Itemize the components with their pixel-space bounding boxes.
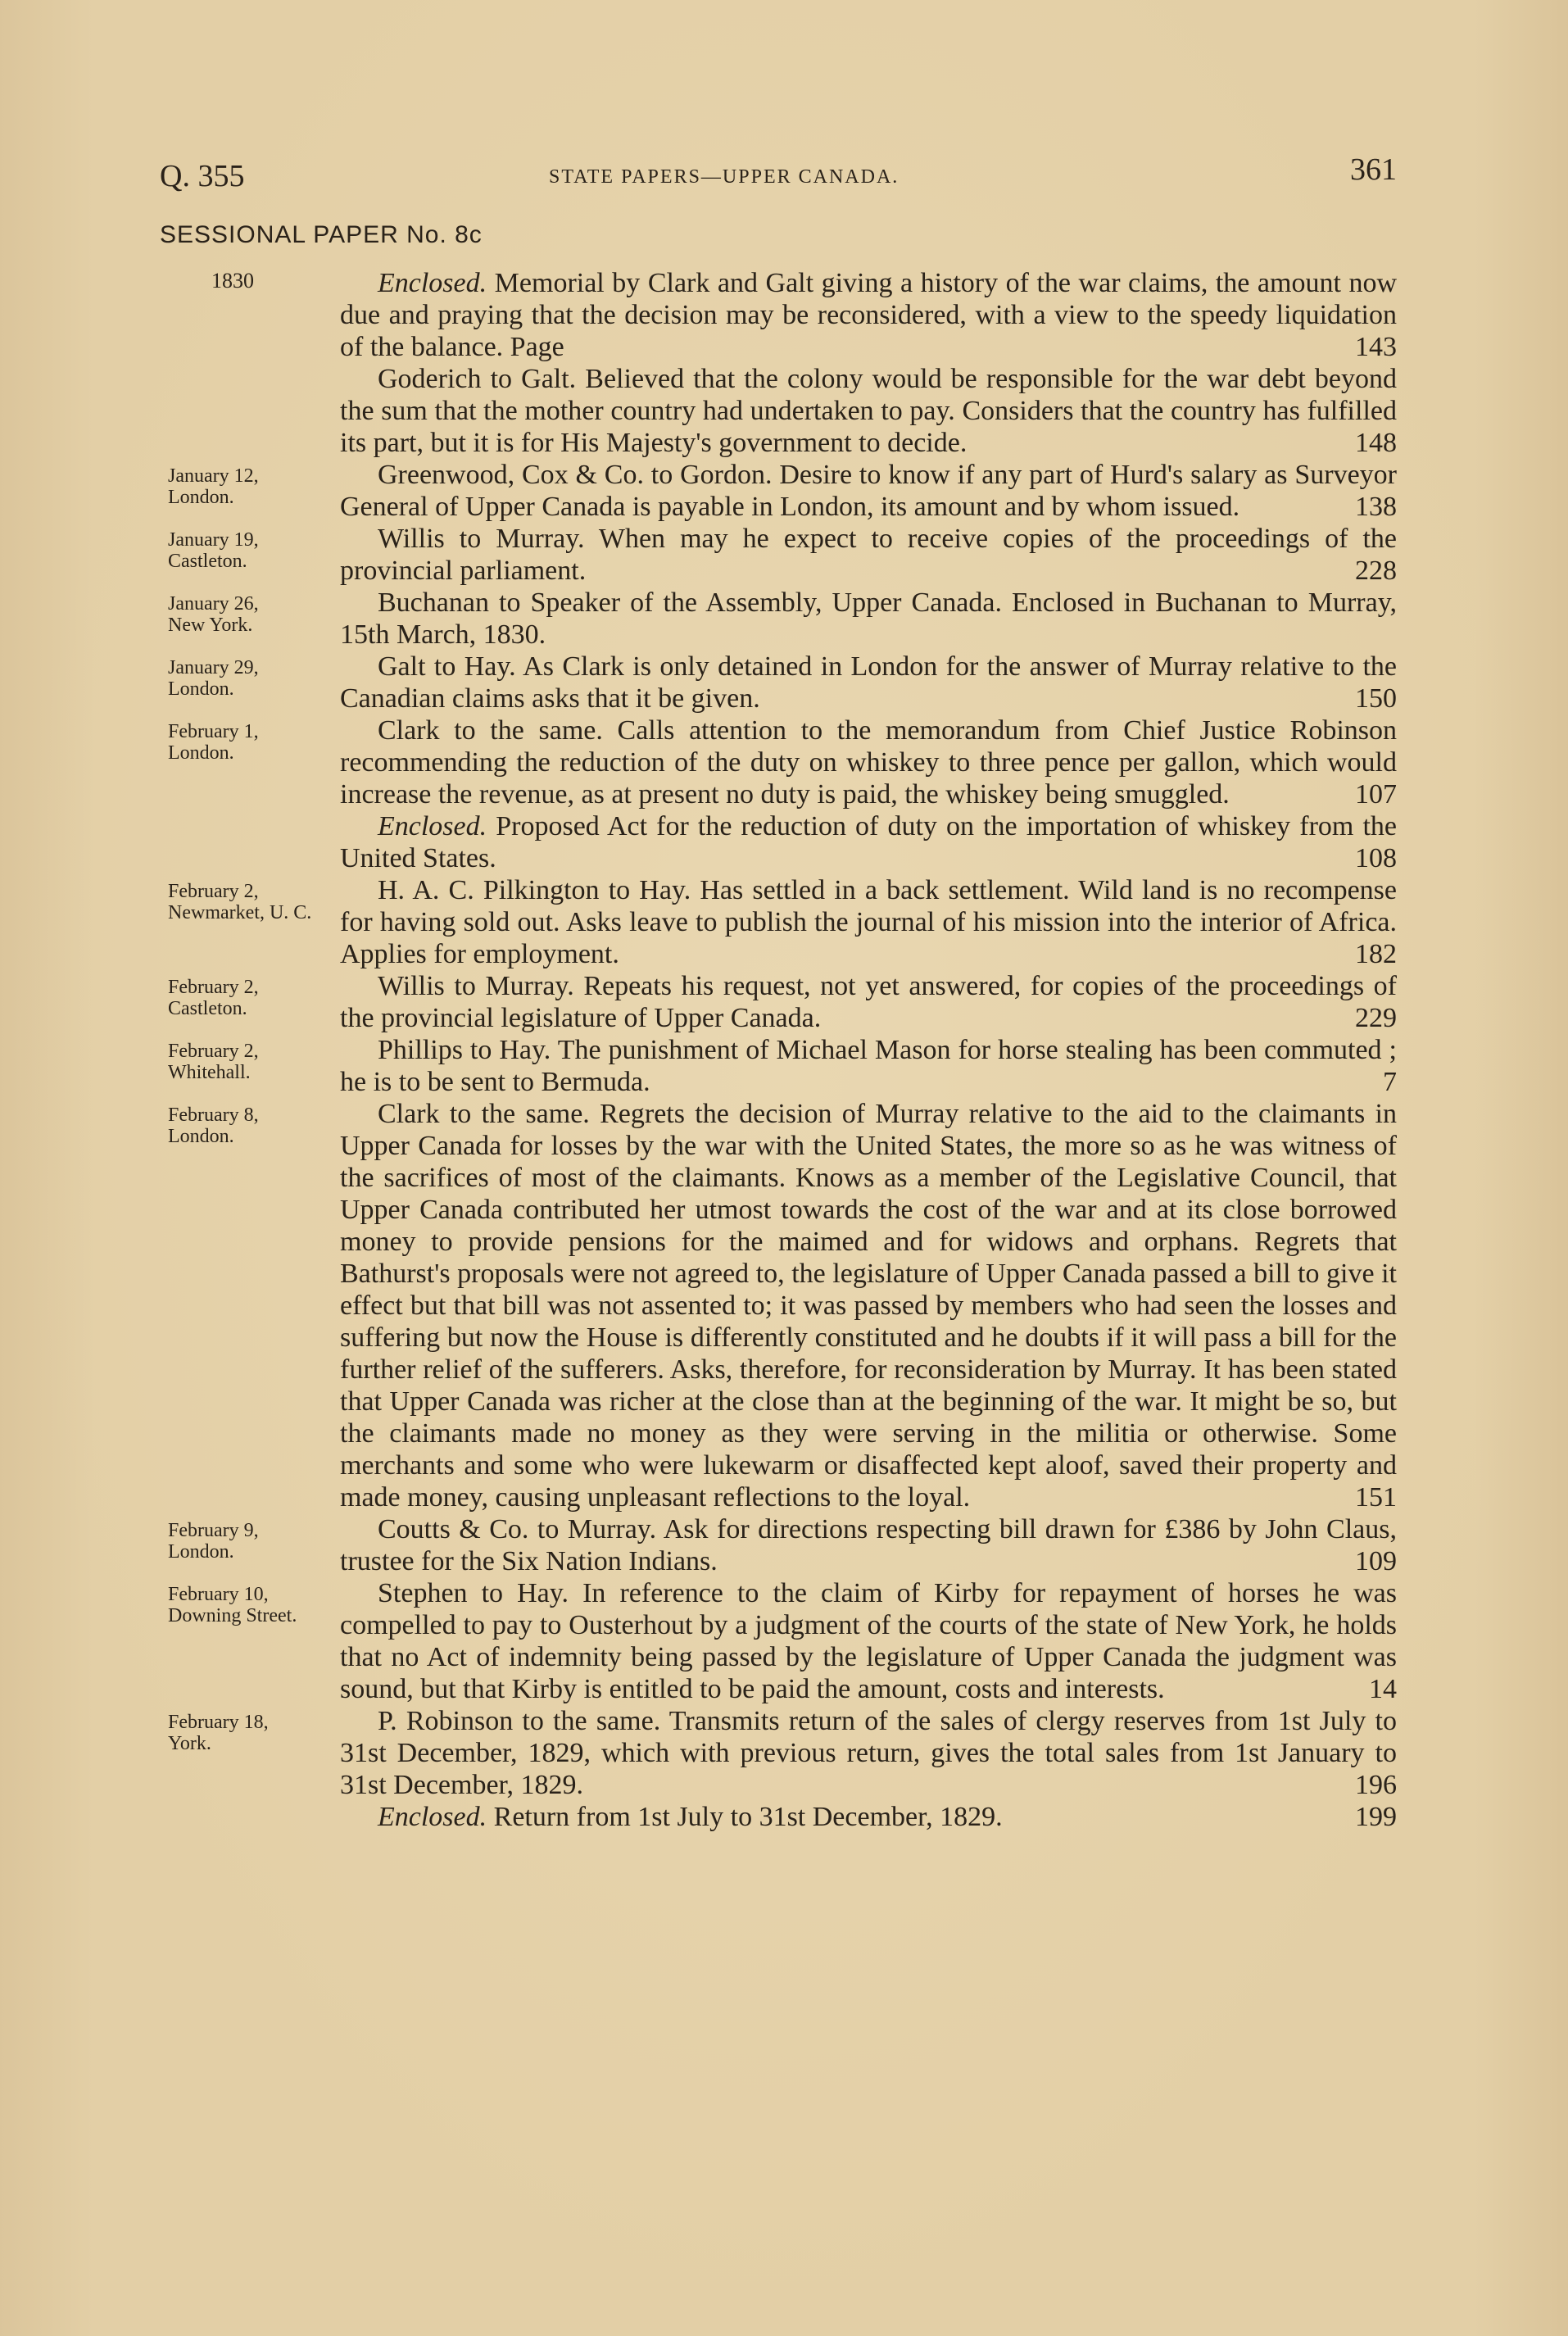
entry-margin [168,874,340,970]
entry-page-ref: 228 [1355,556,1397,586]
entry-place: New York. [168,615,253,636]
calendar-entry [168,714,1397,810]
sessional-paper-label: SESSIONAL PAPER No. 8c [160,221,483,248]
page-number: 361 [1350,152,1397,187]
entry-margin [168,523,340,587]
entry-place: London. [168,1126,234,1147]
entry-margin [168,714,340,810]
entry-page-ref: 229 [1355,1003,1397,1033]
entry-place: Whitehall. [168,1062,251,1083]
entry-date: January 19, [168,529,259,551]
entry-place: London. [168,487,234,508]
calendar-entry [168,1705,1397,1801]
entry-page-ref: 196 [1355,1770,1397,1800]
entry-text [340,810,1397,874]
entry-body: Goderich to Galt. Believed that the colony would be responsible for the war debt beyond the sum that the mother country had undertaken to pay. Considers that the country has fulfilled its part, but it is for His Majesty's government to decide. [340,364,1397,458]
entry-body: Proposed Act for the reduction of duty on the importation of whiskey from the United States. [340,811,1397,873]
calendar-entries [168,267,1397,1833]
entry-page-ref: 107 [1355,779,1397,810]
entry-date: February 9, [168,1520,259,1541]
entry-body: Stephen to Hay. In reference to the claim of Kirby for repayment of horses he was compelled to pay to Ousterhout by a judgment of the courts of the state of New York, he holds that no Act of indemnity being passed by the legislature of Upper Canada the judgment was sound, but that Kirby is entitled to be paid the amount, costs and interests. [340,1578,1397,1704]
entry-body: Willis to Murray. When may he expect to receive copies of the proceedings of the provincial parliament. [340,524,1397,586]
entry-margin [168,1098,340,1513]
entry-date: February 2, [168,1041,259,1062]
entry-margin [168,267,340,363]
series-number: Q. 355 [160,159,245,193]
calendar-entry [168,1577,1397,1705]
entry-page-ref: 7 [1383,1067,1397,1097]
entry-date: February 2, [168,881,259,902]
entry-page-ref: 199 [1355,1802,1397,1832]
entry-text [340,1801,1397,1833]
entry-date: February 2, [168,977,259,998]
entry-body: Greenwood, Cox & Co. to Gordon. Desire to know if any part of Hurd's salary as Surveyor General of Upper Canada is payable in London, its amount and by whom issued. [340,460,1397,522]
entry-margin [168,651,340,714]
entry-lead: Enclosed. [378,268,487,298]
calendar-entry [168,459,1397,523]
calendar-entry [168,363,1397,459]
entry-text [340,459,1397,523]
entry-text [340,1034,1397,1098]
calendar-entry [168,651,1397,714]
entry-margin [168,970,340,1034]
entry-page-ref: 138 [1355,492,1397,522]
entry-text [340,970,1397,1034]
running-title: STATE PAPERS—UPPER CANADA. [549,166,900,188]
entry-date: January 29, [168,657,259,678]
entry-date: February 1, [168,721,259,742]
entry-body: Phillips to Hay. The punishment of Michael Mason for horse stealing has been commuted ; he is to be sent to Bermuda. [340,1035,1397,1097]
entry-place: Castleton. [168,551,247,572]
entry-text [340,1513,1397,1577]
entry-text [340,587,1397,651]
entry-margin [168,1577,340,1705]
entry-body: Willis to Murray. Repeats his request, not yet answered, for copies of the proceedings of the provincial legislature of Upper Canada. [340,971,1397,1033]
running-header [160,152,1397,201]
entry-body: P. Robinson to the same. Transmits return of the sales of clergy reserves from 1st July to 31st December, 1829, which with previous return, gives the total sales from 1st January to 31st December, 1829. [340,1706,1397,1800]
entry-page-ref: 182 [1355,939,1397,969]
entry-date: February 18, [168,1712,269,1733]
entry-body: Galt to Hay. As Clark is only detained in London for the answer of Murray relative to the Canadian claims asks that it be given. [340,651,1397,714]
entry-place: London. [168,1541,234,1563]
calendar-entry [168,587,1397,651]
entry-text [340,1705,1397,1801]
entry-place: London. [168,678,234,700]
entry-body: Buchanan to Speaker of the Assembly, Upper Canada. Enclosed in Buchanan to Murray, 15th March, 1830. [340,587,1397,650]
entry-page-ref: 151 [1355,1482,1397,1513]
entry-text [340,874,1397,970]
entry-text [340,1577,1397,1705]
entry-body: Return from 1st July to 31st December, 1829. [487,1802,1003,1832]
entry-lead: Enclosed. [378,1802,487,1832]
entry-date: January 12, [168,465,259,487]
entry-page-ref: 14 [1369,1674,1397,1704]
entry-body: Clark to the same. Regrets the decision of Murray relative to the aid to the claimants in Upper Canada for losses by the war with the United States, the more so as he was witness of the sacrifices of most of the claimants. Knows as a member of the Legislative Council, that Upper Canada contributed her utmost towards the cost of the war and at its close borrowed money to provide pensions for the maimed and for widows and orphans. Regrets that Bathurst's proposals were not agreed to, the legislature of Upper Canada passed a bill to give it effect but that bill was not assented to; it was passed by members who had seen the losses and suffering but now the House is differently constituted and he doubts if it will pass a bill for the further relief of the sufferers. Asks, therefore, for reconsideration by Murray. It has been stated that Upper Canada was richer at the close than at the beginning of the war. It might be so, but the claimants made no money as they were serving in the militia or otherwise. Some merchants and some who were lukewarm or disaffected kept aloof, saved their property and made money, causing unpleasant reflections to the loyal. [340,1099,1397,1513]
entry-text [340,651,1397,714]
entry-text [340,267,1397,363]
entry-page-ref: 108 [1355,843,1397,873]
entry-margin [168,1034,340,1098]
entry-margin [168,1513,340,1577]
entry-margin [168,363,340,459]
entry-margin [168,459,340,523]
entry-body: H. A. C. Pilkington to Hay. Has settled in a back settlement. Wild land is no recompense for having sold out. Asks leave to publish the journal of his mission into the interior of Africa. Applies for employment. [340,875,1397,969]
entry-date: February 8, [168,1104,259,1126]
entry-page-ref: 143 [1355,332,1397,362]
calendar-entry [168,1098,1397,1513]
entry-body: Memorial by Clark and Galt giving a history of the war claims, the amount now due and praying that the decision may be reconsidered, with a view to the speedy liquidation of the balance. Page [340,268,1397,362]
entry-date: February 10, [168,1584,269,1605]
entry-text [340,363,1397,459]
calendar-entry [168,970,1397,1034]
entry-margin [168,810,340,874]
entry-place: Newmarket, U. C. [168,902,312,923]
calendar-entry [168,810,1397,874]
entry-margin [168,587,340,651]
entry-margin [168,1801,340,1833]
entry-text [340,714,1397,810]
calendar-entry [168,874,1397,970]
calendar-entry [168,1513,1397,1577]
entry-place: London. [168,742,234,764]
entry-page-ref: 150 [1355,683,1397,714]
entry-text [340,523,1397,587]
entry-place: Downing Street. [168,1605,297,1626]
entry-lead: Enclosed. [378,811,487,841]
entry-body: Coutts & Co. to Murray. Ask for directions respecting bill drawn for £386 by John Claus, trustee for the Six Nation Indians. [340,1514,1397,1576]
entry-place: York. [168,1733,211,1754]
entry-date: January 26, [168,593,259,615]
entry-text [340,1098,1397,1513]
calendar-entry [168,523,1397,587]
calendar-entry [168,267,1397,363]
calendar-entry [168,1801,1397,1833]
entry-body: Clark to the same. Calls attention to the memorandum from Chief Justice Robinson recommending the reduction of the duty on whiskey to three pence per gallon, which would increase the revenue, as at present no duty is paid, the whiskey being smuggled. [340,715,1397,810]
year-label: 1830 [211,269,254,293]
entry-margin [168,1705,340,1801]
entry-page-ref: 148 [1355,428,1397,458]
calendar-entry [168,1034,1397,1098]
entry-page-ref: 109 [1355,1546,1397,1576]
entry-place: Castleton. [168,998,247,1019]
